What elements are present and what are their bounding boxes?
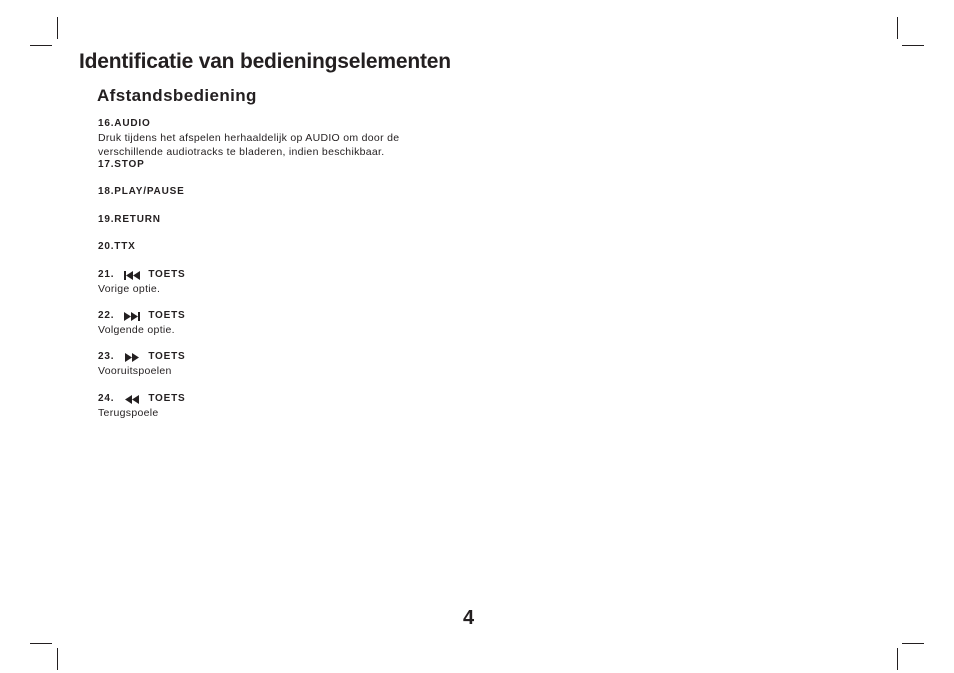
list-item <box>98 117 399 159</box>
list-item <box>98 213 161 227</box>
item-number: 23. <box>98 351 115 362</box>
item-label: 20.TTX <box>98 241 136 252</box>
item-description: Vooruitspoelen <box>98 365 172 377</box>
list-item <box>98 268 185 296</box>
list-item <box>98 158 145 172</box>
list-item <box>98 240 136 254</box>
previous-track-icon <box>124 271 140 280</box>
item-label: 17.STOP <box>98 159 145 170</box>
list-item <box>98 309 185 337</box>
crop-mark <box>902 45 924 46</box>
item-label: TOETS <box>148 310 186 321</box>
item-label: 18.PLAY/PAUSE <box>98 186 185 197</box>
item-number: 24. <box>98 393 115 404</box>
crop-mark <box>902 643 924 644</box>
item-label: TOETS <box>148 269 186 280</box>
item-description: verschillende audiotracks te bladeren, indien beschikbaar. <box>98 146 385 158</box>
next-track-icon <box>124 312 140 321</box>
crop-mark <box>897 17 898 39</box>
section-title: Afstandsbediening <box>97 86 257 105</box>
item-number: 22. <box>98 310 115 321</box>
crop-mark <box>57 17 58 39</box>
crop-mark <box>897 648 898 670</box>
list-item <box>98 350 185 378</box>
item-description: Druk tijdens het afspelen herhaaldelijk op AUDIO om door de <box>98 132 400 144</box>
item-description: Terugspoele <box>98 407 159 419</box>
rewind-icon <box>124 395 140 404</box>
page-title: Identificatie van bedieningselementen <box>79 50 451 73</box>
item-description: Volgende optie. <box>98 324 175 336</box>
item-description: Vorige optie. <box>98 283 161 295</box>
list-item <box>98 392 185 420</box>
item-label: 16.AUDIO <box>98 118 151 129</box>
crop-mark <box>57 648 58 670</box>
crop-mark <box>30 643 52 644</box>
page-number: 4 <box>463 607 475 629</box>
item-number: 21. <box>98 269 115 280</box>
crop-mark <box>30 45 52 46</box>
fast-forward-icon <box>124 353 140 362</box>
item-label: 19.RETURN <box>98 214 161 225</box>
item-label: TOETS <box>148 393 186 404</box>
item-label: TOETS <box>148 351 186 362</box>
list-item <box>98 185 185 199</box>
